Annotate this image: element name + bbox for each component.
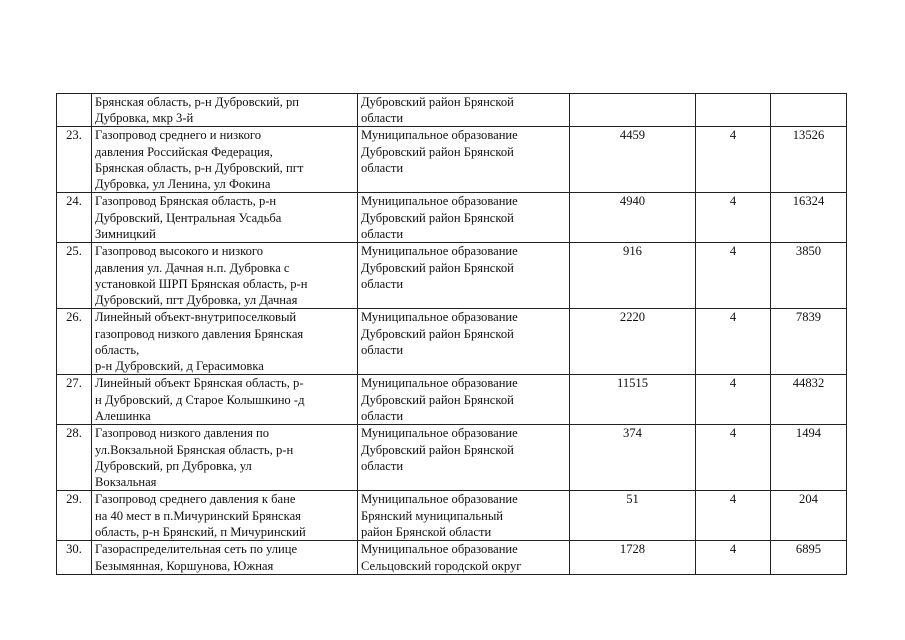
row-number-cell: 28. [57, 425, 92, 491]
category-cell: 4 [696, 541, 771, 575]
owner-line: области [361, 408, 404, 423]
object-name-line: давления Российская Федерация, [95, 144, 273, 159]
row-number-cell: 23. [57, 127, 92, 193]
length-cell: 4459 [570, 127, 696, 193]
row-number-cell: 29. [57, 491, 92, 541]
owner-line: Дубровский район Брянской [361, 260, 514, 275]
area-cell: 13526 [771, 127, 847, 193]
object-name-line: Линейный объект Брянская область, р- [95, 376, 304, 391]
owner-line: области [361, 342, 404, 357]
object-name-line: Газопровод низкого давления по [95, 426, 270, 441]
row-number-cell: 30. [57, 541, 92, 575]
owner-line: Муниципальное образование [361, 376, 518, 391]
owner-line: Муниципальное образование [361, 542, 518, 557]
owner-cell [358, 375, 570, 425]
object-name-cell [92, 491, 358, 541]
length-cell: 2220 [570, 309, 696, 375]
length-cell [570, 94, 696, 127]
owner-line: Муниципальное образование [361, 426, 518, 441]
area-cell: 3850 [771, 243, 847, 309]
owner-cell [358, 243, 570, 309]
row-number-cell: 26. [57, 309, 92, 375]
row-number-cell [57, 94, 92, 127]
owner-line: Дубровский район Брянской [361, 326, 514, 341]
owner-line: Муниципальное образование [361, 128, 518, 143]
object-name-cell [92, 541, 358, 575]
object-name-line: Дубровский, пгт Дубровка, ул Дачная [95, 293, 298, 308]
owner-line: Дубровский район Брянской [361, 210, 514, 225]
owner-line: район Брянской области [361, 524, 492, 539]
object-name-line: Газопровод среднего и низкого [95, 128, 262, 143]
object-name-line: н Дубровский, д Старое Колышкино -д [95, 392, 305, 407]
category-cell: 4 [696, 127, 771, 193]
table-row [57, 309, 847, 375]
object-name-line: р-н Дубровский, д Герасимовка [95, 359, 264, 374]
gas-pipeline-registry-table [56, 93, 847, 575]
owner-line: области [361, 226, 404, 241]
owner-cell [358, 309, 570, 375]
object-name-line: Дубровский, рп Дубровка, ул [95, 458, 252, 473]
length-cell: 916 [570, 243, 696, 309]
object-name-line: область, р-н Брянский, п Мичуринский [95, 524, 306, 539]
object-name-cell [92, 193, 358, 243]
length-cell: 374 [570, 425, 696, 491]
object-name-line: область, [95, 342, 140, 357]
owner-line: Сельцовский городской округ [361, 558, 522, 573]
object-name-line: ул.Вокзальной Брянская область, р-н [95, 442, 294, 457]
owner-cell [358, 94, 570, 127]
area-cell: 6895 [771, 541, 847, 575]
object-name-line: Газопровод среднего давления к бане [95, 492, 296, 507]
table-row [57, 193, 847, 243]
object-name-line: Зимницкий [95, 226, 156, 241]
owner-line: Брянский муниципальный [361, 508, 504, 523]
owner-cell [358, 541, 570, 575]
area-cell: 7839 [771, 309, 847, 375]
table-row [57, 425, 847, 491]
object-name-line: Дубровка, ул Ленина, ул Фокина [95, 177, 271, 192]
table-row [57, 127, 847, 193]
area-cell [771, 94, 847, 127]
owner-line: Муниципальное образование [361, 194, 518, 209]
owner-cell [358, 491, 570, 541]
owner-line: области [361, 276, 404, 291]
object-name-line: Газораспределительная сеть по улице [95, 542, 298, 557]
area-cell: 204 [771, 491, 847, 541]
category-cell: 4 [696, 425, 771, 491]
table-row [57, 491, 847, 541]
owner-line: Дубровский район Брянской [361, 95, 514, 109]
owner-line: области [361, 458, 404, 473]
owner-cell [358, 193, 570, 243]
row-number-cell: 27. [57, 375, 92, 425]
category-cell: 4 [696, 243, 771, 309]
category-cell: 4 [696, 491, 771, 541]
owner-line: Дубровский район Брянской [361, 442, 514, 457]
object-name-line: Газопровод высокого и низкого [95, 244, 264, 259]
category-cell: 4 [696, 193, 771, 243]
object-name-line: Брянская область, р-н Дубровский, рп [95, 95, 300, 109]
object-name-line: Безымянная, Коршунова, Южная [95, 558, 274, 573]
object-name-cell [92, 243, 358, 309]
owner-line: Муниципальное образование [361, 310, 518, 325]
object-name-cell [92, 309, 358, 375]
owner-line: Дубровский район Брянской [361, 392, 514, 407]
object-name-cell [92, 127, 358, 193]
row-number-cell: 25. [57, 243, 92, 309]
object-name-line: Алешинка [95, 408, 151, 423]
row-number-cell: 24. [57, 193, 92, 243]
table-row [57, 375, 847, 425]
object-name-line: газопровод низкого давления Брянская [95, 326, 304, 341]
length-cell: 1728 [570, 541, 696, 575]
table-row [57, 243, 847, 309]
object-name-line: Вокзальная [95, 475, 157, 490]
length-cell: 11515 [570, 375, 696, 425]
owner-line: Дубровский район Брянской [361, 144, 514, 159]
owner-cell [358, 425, 570, 491]
area-cell: 1494 [771, 425, 847, 491]
owner-cell [358, 127, 570, 193]
owner-line: области [361, 111, 404, 126]
object-name-cell [92, 94, 358, 127]
category-cell: 4 [696, 375, 771, 425]
table-row [57, 94, 847, 127]
object-name-cell [92, 375, 358, 425]
length-cell: 51 [570, 491, 696, 541]
owner-line: области [361, 160, 404, 175]
object-name-line: Дубровский, Центральная Усадьба [95, 210, 282, 225]
object-name-line: Брянская область, р-н Дубровский, пгт [95, 160, 304, 175]
object-name-cell [92, 425, 358, 491]
length-cell: 4940 [570, 193, 696, 243]
object-name-line: на 40 мест в п.Мичуринский Брянская [95, 508, 301, 523]
owner-line: Муниципальное образование [361, 244, 518, 259]
category-cell: 4 [696, 309, 771, 375]
object-name-line: Дубровка, мкр 3-й [95, 111, 194, 126]
table-row [57, 541, 847, 575]
object-name-line: Линейный объект-внутрипоселковый [95, 310, 297, 325]
object-name-line: Газопровод Брянская область, р-н [95, 194, 277, 209]
area-cell: 44832 [771, 375, 847, 425]
object-name-line: давления ул. Дачная н.п. Дубровка с [95, 260, 290, 275]
category-cell [696, 94, 771, 127]
object-name-line: установкой ШРП Брянская область, р-н [95, 276, 308, 291]
owner-line: Муниципальное образование [361, 492, 518, 507]
area-cell: 16324 [771, 193, 847, 243]
